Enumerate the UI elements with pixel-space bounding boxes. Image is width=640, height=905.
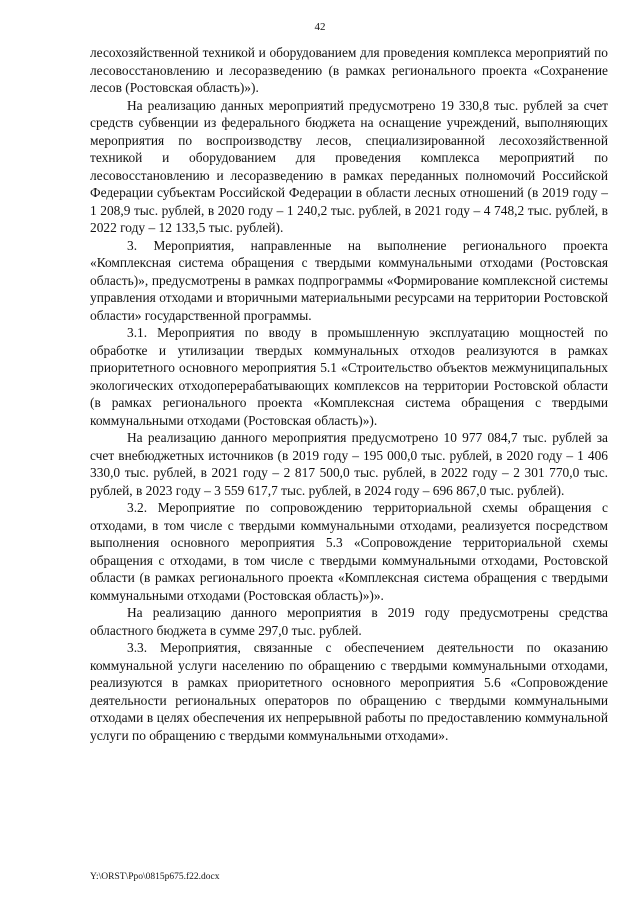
paragraph-section-3-3: 3.3. Мероприятия, связанные с обеспечением деятельности по оказанию коммунальной услуги населению по обращению с твердыми коммунальными отходами, реализуются в рамках приоритетного основного мероприятия 5.6 «Сопровождение деятельности региональных операторов по обращению с твердыми коммунальными отходами в целях обеспечения их непрерывной работы по предоставлению коммунальной услуги по обращению с твердыми коммунальными отходами». — [90, 640, 608, 743]
paragraph-funding-3-1: На реализацию данного мероприятия предусмотрено 10 977 084,7 тыс. рублей за счет внебюджетных источников (в 2019 году – 195 000,0 тыс. рублей, в 2020 году – 1 406 330,0 тыс. рублей, в 2021 году – 2 817 500,0 тыс. рублей, в 2022 году – 2 301 770,0 тыс. рублей, в 2023 году – 3 559 617,7 тыс. рублей, в 2024 году – 696 867,0 тыс. рублей). — [90, 430, 608, 498]
footer-file-path: Y:\ORST\Ppo\0815p675.f22.docx — [90, 872, 220, 882]
paragraph-section-3: 3. Мероприятия, направленные на выполнение регионального проекта «Комплексная система обращения с твердыми коммунальными отходами (Ростовская область)», предусмотрены в рамках подпрограммы «Формирование комплексной системы управления отходами и вторичными материальными ресурсами на территории Ростовской области» государственной программы. — [90, 237, 608, 323]
paragraph-funding-3-2: На реализацию данного мероприятия в 2019 году предусмотрены средства областного бюджета в сумме 297,0 тыс. рублей. — [90, 605, 608, 638]
document-body — [90, 44, 608, 744]
paragraph-funding-forest-equipment: На реализацию данных мероприятий предусмотрено 19 330,8 тыс. рублей за счет средств субвенции из федерального бюджета на оснащение учреждений, выполняющих мероприятия по воспроизводству лесов, специализированной лесохозяйственной техникой и оборудованием для проведения комплекса мероприятий по лесовосстановлению и лесоразведению в рамках переданных полномочий Российской Федерации субъектам Российской Федерации в области лесных отношений (в 2019 году – 1 208,9 тыс. рублей, в 2020 году – 1 240,2 тыс. рублей, в 2021 году – 4 748,2 тыс. рублей, в 2022 году – 12 133,5 тыс. рублей). — [90, 97, 608, 235]
paragraph-section-3-1: 3.1. Мероприятия по вводу в промышленную эксплуатацию мощностей по обработке и утилизации твердых коммунальных отходов реализуются в рамках приоритетного основного мероприятия 5.1 «Строительство объектов межмуниципальных экологических отходоперерабатывающих комплексов на территории Ростовской области (в рамках регионального проекта «Комплексная система обращения с твердыми коммунальными отходами (Ростовская область)»). — [90, 325, 608, 428]
paragraph-section-3-2: 3.2. Мероприятие по сопровождению территориальной схемы обращения с отходами, в том числе с твердыми коммунальными отходами, реализуется посредством выполнения основного мероприятия 5.3 «Сопровождение территориальной схемы обращения с отходами, в том числе с твердыми коммунальными отходами, Ростовской области (в рамках регионального проекта «Комплексная система обращения с твердыми коммунальными отходами (Ростовская область)»)». — [90, 500, 608, 603]
page-number: 42 — [314, 21, 326, 33]
paragraph-continuation: лесохозяйственной техникой и оборудованием для проведения комплекса мероприятий по лесовосстановлению и лесоразведению (в рамках регионального проекта «Сохранение лесов (Ростовская область)»). — [90, 45, 608, 95]
